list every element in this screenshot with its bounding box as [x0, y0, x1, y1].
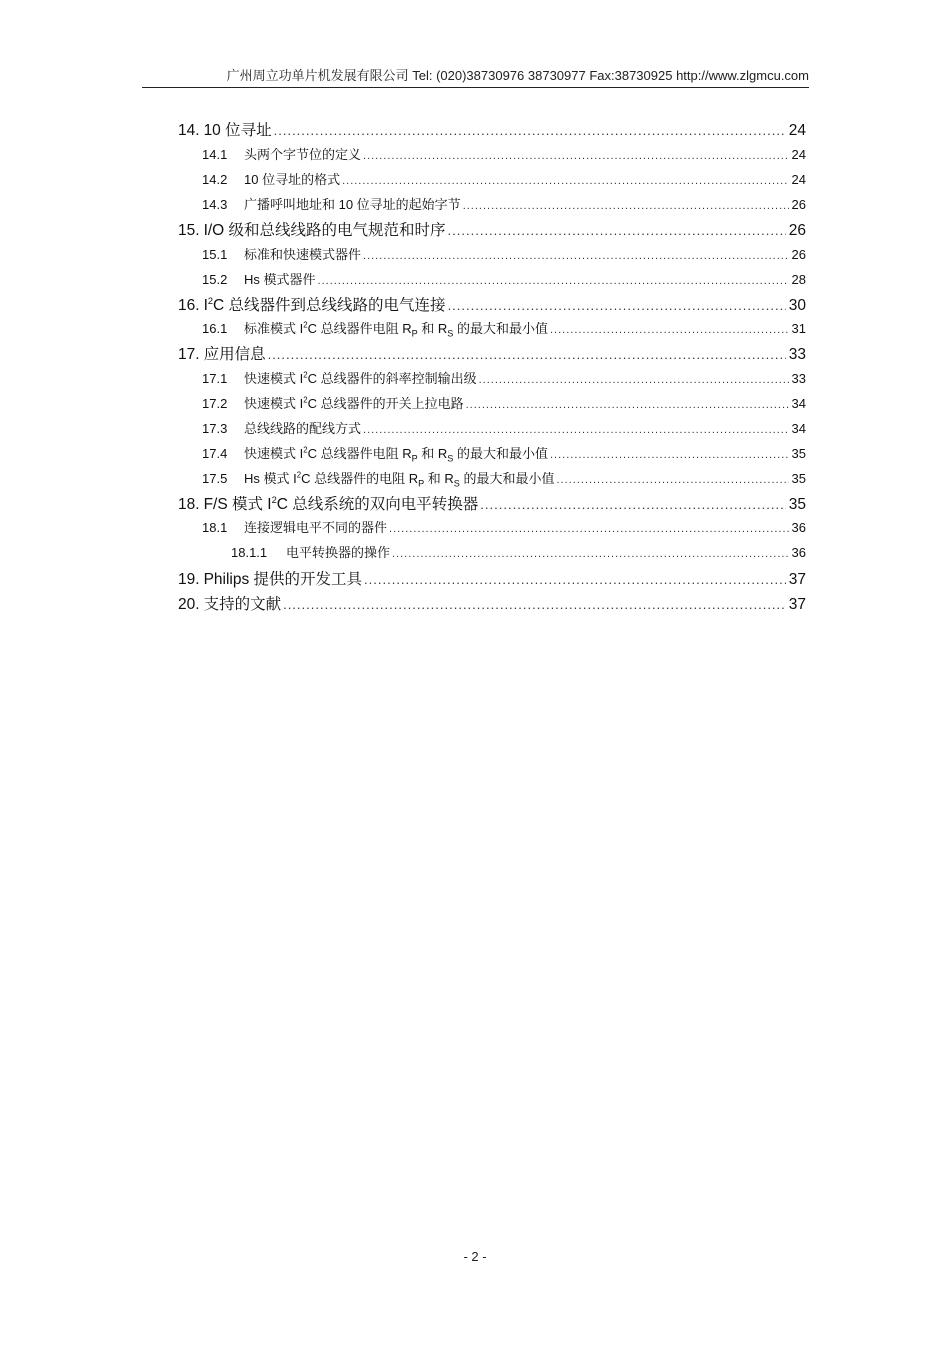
toc-leader-dots — [363, 150, 789, 162]
header-text: 广州周立功单片机发展有限公司 Tel: (020)38730976 38730977 Fax:38730925 http://www.zlgmcu.com — [226, 68, 809, 83]
toc-leader-dots — [268, 347, 786, 362]
page-footer — [0, 1249, 950, 1264]
toc-entry-page: 37 — [788, 571, 806, 588]
toc-entry-number: 17.4 — [202, 446, 228, 461]
toc-entry[interactable] — [178, 592, 806, 614]
toc-entry-title: F/S 模式 $I^2C$ 总线系统的双向电平转换器 — [203, 494, 479, 513]
toc-entry-number: 19. — [178, 571, 200, 588]
toc-entry-number: 18.1 — [202, 520, 228, 535]
toc-entry-number: 14.1 — [202, 147, 228, 162]
toc-entry-number: 17.2 — [202, 396, 228, 411]
toc-entry-page: 36 — [791, 545, 806, 560]
toc-entry[interactable] — [231, 542, 806, 561]
toc-entry-title: 快速模式 $I^2C$ 总线器件电阻 $R_P$ 和 $R_S$ 的最大和最小值 — [244, 445, 548, 464]
toc-entry[interactable] — [202, 194, 806, 213]
toc-entry-number: 16.1 — [202, 321, 228, 336]
toc-entry-number: 14. — [178, 122, 200, 139]
toc-entry[interactable] — [202, 318, 806, 339]
toc-entry-title: 电平转换器的操作 — [286, 545, 391, 560]
toc-entry-title: 连接逻辑电平不同的器件 — [244, 520, 388, 535]
toc-entry-title: 标准和快速模式器件 — [244, 247, 362, 262]
toc-entry[interactable] — [202, 144, 806, 163]
toc-entry-title: $I^2C$ 总线器件到总线线路的电气连接 — [203, 295, 446, 314]
toc-entry-title: Hs 模式 $I^2C$ 总线器件的电阻 $R_P$ 和 $R_S$ 的最大和最小值 — [244, 470, 555, 489]
toc-leader-dots — [364, 572, 786, 587]
toc-entry-page: 31 — [791, 321, 806, 336]
toc-entry[interactable] — [178, 567, 806, 589]
toc-leader-dots — [557, 474, 789, 486]
toc-entry-title: 应用信息 — [203, 346, 266, 363]
toc-entry-number: 15. — [178, 222, 200, 239]
toc-entry[interactable] — [202, 269, 806, 288]
toc-entry-number: 16. — [178, 297, 200, 314]
toc-entry[interactable] — [202, 169, 806, 188]
toc-entry-number: 18. — [178, 496, 200, 513]
toc-entry-page: 24 — [791, 147, 806, 162]
toc-entry-page: 24 — [791, 172, 806, 187]
toc-entry-number: 20. — [178, 596, 200, 613]
page-number: - 2 - — [463, 1249, 487, 1264]
toc-entry-number: 17. — [178, 346, 200, 363]
toc-entry-page: 33 — [788, 346, 806, 363]
toc-entry-title: 总线线路的配线方式 — [244, 421, 362, 436]
toc-entry-page: 34 — [791, 421, 806, 436]
toc-entry-page: 30 — [788, 297, 806, 314]
toc-leader-dots — [274, 123, 786, 138]
toc-leader-dots — [363, 250, 789, 262]
toc-entry-page: 24 — [788, 122, 806, 139]
toc-leader-dots — [389, 523, 789, 535]
toc-entry-title: 快速模式 $I^2C$ 总线器件的斜率控制输出级 — [244, 370, 477, 386]
toc-entry-number: 17.3 — [202, 421, 228, 436]
toc-leader-dots — [342, 175, 788, 187]
toc-entry-page: 26 — [791, 247, 806, 262]
toc-entry-page: 28 — [791, 272, 806, 287]
toc-entry-title: 10 位寻址的格式 — [244, 172, 341, 187]
page-header — [142, 66, 809, 88]
toc-entry-page: 26 — [791, 197, 806, 212]
toc-leader-dots — [448, 298, 786, 313]
toc-entry-title: Philips 提供的开发工具 — [203, 571, 363, 588]
toc-entry-title: 标准模式 $I^2C$ 总线器件电阻 $R_P$ 和 $R_S$ 的最大和最小值 — [244, 320, 548, 339]
toc-entry-page: 26 — [788, 222, 806, 239]
toc-leader-dots — [479, 374, 789, 386]
toc-entry-page: 35 — [791, 446, 806, 461]
toc-entry[interactable] — [178, 492, 806, 514]
toc-entry-page: 36 — [791, 520, 806, 535]
toc-entry-page: 37 — [788, 596, 806, 613]
toc-entry[interactable] — [202, 244, 806, 263]
toc-entry-page: 35 — [791, 471, 806, 486]
toc-leader-dots — [283, 597, 786, 612]
toc-entry[interactable] — [178, 293, 806, 315]
toc-leader-dots — [363, 424, 789, 436]
toc-entry-title: 快速模式 $I^2C$ 总线器件的开关上拉电路 — [244, 395, 464, 411]
toc-leader-dots — [392, 548, 789, 560]
toc-entry-number: 14.2 — [202, 172, 228, 187]
toc-entry[interactable] — [178, 218, 806, 240]
toc-entry-title: Hs 模式器件 — [244, 272, 316, 287]
toc-leader-dots — [550, 449, 789, 461]
toc-entry[interactable] — [202, 443, 806, 464]
toc-leader-dots — [466, 399, 789, 411]
toc-entry-page: 33 — [791, 371, 806, 386]
toc-entry[interactable] — [202, 368, 806, 387]
toc-entry-title: 10 位寻址 — [203, 122, 272, 139]
toc-entry-page: 34 — [791, 396, 806, 411]
toc-leader-dots — [463, 200, 789, 212]
toc-leader-dots — [550, 324, 789, 336]
toc-entry[interactable] — [178, 342, 806, 364]
toc-entry-number: 15.2 — [202, 272, 228, 287]
toc-entry-page: 35 — [788, 496, 806, 513]
toc-leader-dots — [448, 223, 786, 238]
toc-entry-number: 18.1.1 — [231, 545, 268, 560]
toc-entry[interactable] — [202, 393, 806, 412]
toc-entry-number: 17.1 — [202, 371, 228, 386]
toc-entry-number: 14.3 — [202, 197, 228, 212]
toc-leader-dots — [480, 497, 785, 512]
toc-entry[interactable] — [202, 418, 806, 437]
toc-entry[interactable] — [202, 468, 806, 489]
toc-entry-title: 头两个字节位的定义 — [244, 147, 362, 162]
toc-entry[interactable] — [178, 118, 806, 140]
toc-entry-number: 15.1 — [202, 247, 228, 262]
toc-entry-number: 17.5 — [202, 471, 228, 486]
toc-entry-title: I/O 级和总线线路的电气规范和时序 — [203, 222, 446, 239]
toc-leader-dots — [318, 275, 789, 287]
toc-entry-title: 广播呼叫地址和 10 位寻址的起始字节 — [244, 197, 461, 212]
toc-entry[interactable] — [202, 517, 806, 536]
toc-entry-title: 支持的文献 — [203, 596, 282, 613]
